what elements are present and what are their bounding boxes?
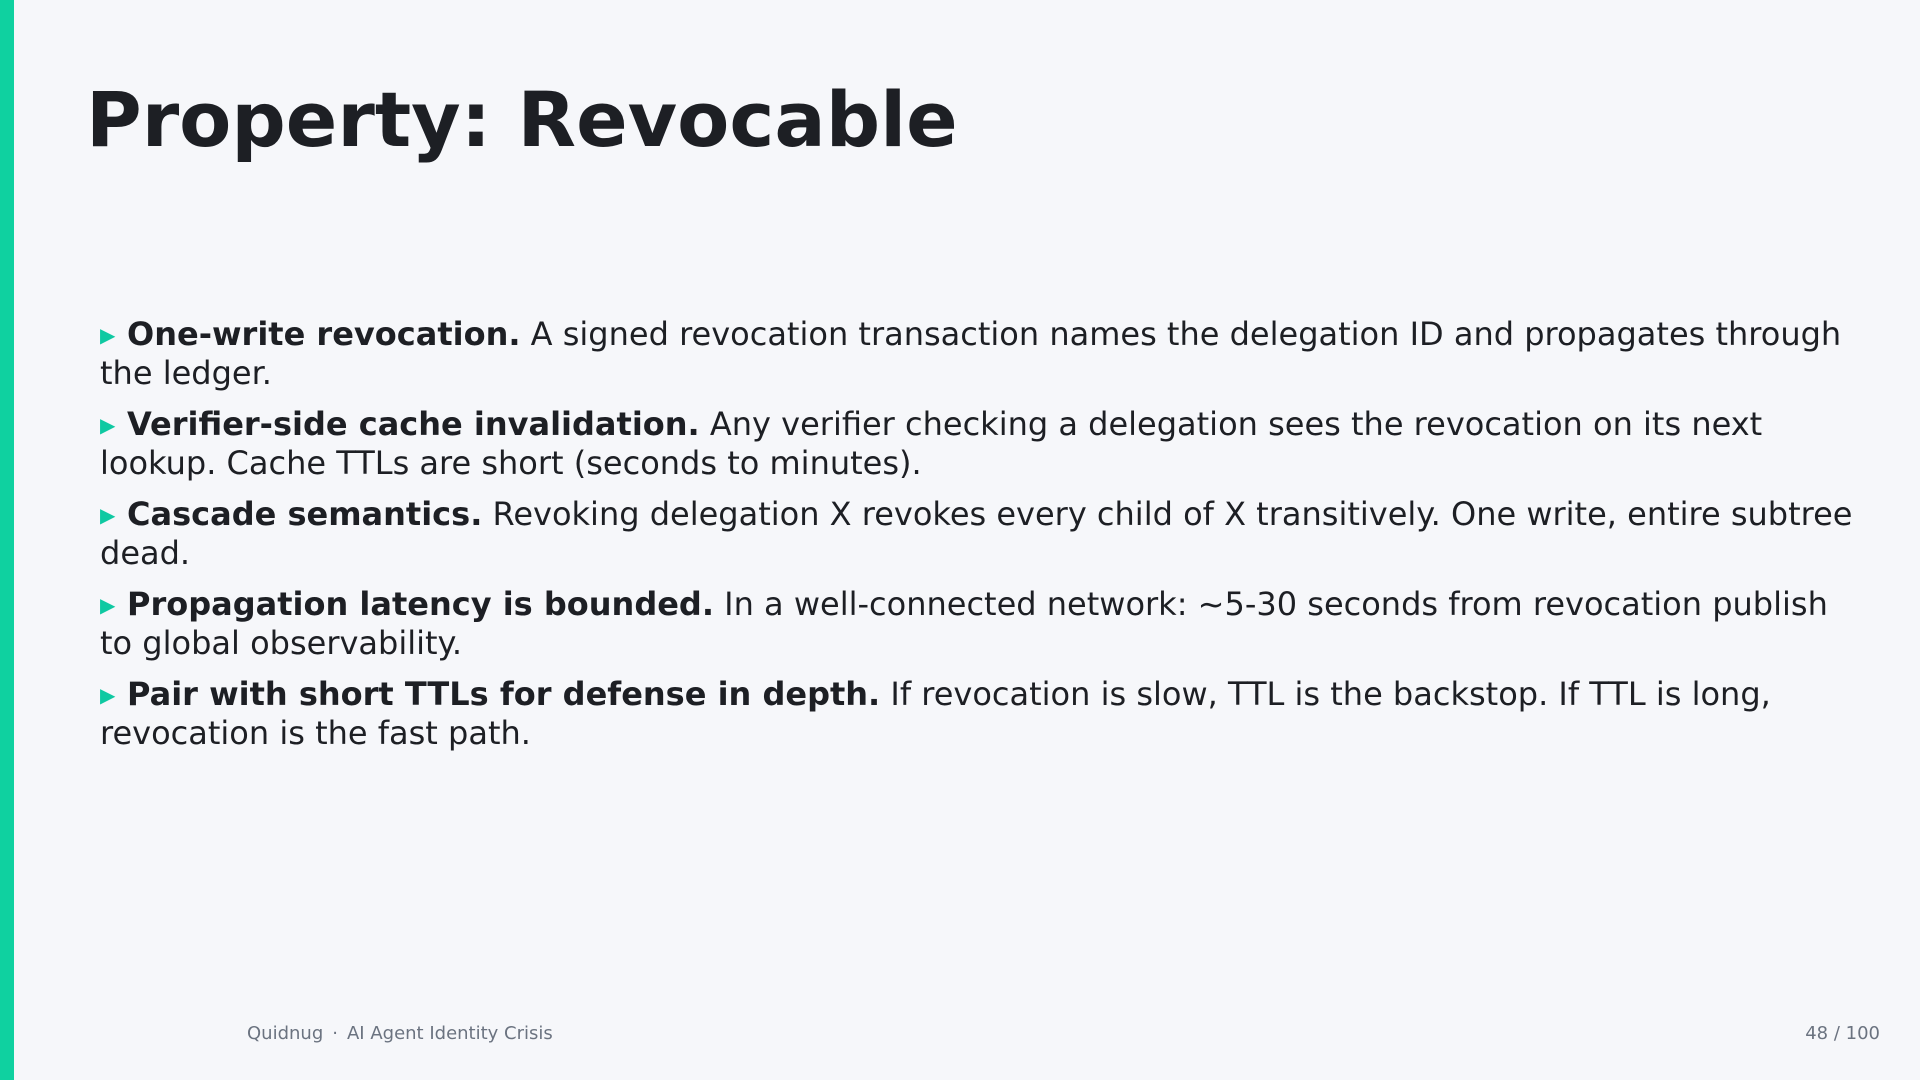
- triangle-right-icon: ▶: [100, 503, 116, 527]
- footer-deck-title: AI Agent Identity Crisis: [346, 1023, 553, 1044]
- accent-bar: [0, 0, 14, 1080]
- bullet-lead: Propagation latency is bounded.: [127, 585, 714, 623]
- bullet-text: If revocation is slow, TTL is the backstop. If TTL is long, revocation is the fast path.: [100, 675, 1771, 752]
- bullet-lead: One-write revocation.: [127, 315, 521, 353]
- bullet-text: In a well-connected network: ~5-30 seconds from revocation publish to global observability.: [100, 585, 1828, 662]
- bullet-lead: Cascade semantics.: [127, 495, 483, 533]
- bullet-text: A signed revocation transaction names the delegation ID and propagates through the ledger.: [100, 315, 1842, 392]
- triangle-right-icon: ▶: [100, 323, 116, 347]
- bullet-item: [100, 495, 1860, 572]
- bullet-item: [100, 315, 1860, 392]
- footer-brand: Quidnug: [247, 1023, 324, 1044]
- page-indicator: 48 / 100: [1805, 1023, 1880, 1044]
- slide-title: Property: Revocable: [86, 75, 958, 164]
- bullet-item: [100, 405, 1860, 482]
- footer-separator: ·: [332, 1023, 338, 1044]
- bullet-text: Any verifier checking a delegation sees the revocation on its next lookup. Cache TTLs are short (seconds to minutes).: [100, 405, 1763, 482]
- bullet-list: [100, 315, 1860, 765]
- triangle-right-icon: ▶: [100, 593, 116, 617]
- bullet-lead: Pair with short TTLs for defense in depth.: [127, 675, 881, 713]
- triangle-right-icon: ▶: [100, 683, 116, 707]
- triangle-right-icon: ▶: [100, 413, 116, 437]
- bullet-text: Revoking delegation X revokes every child of X transitively. One write, entire subtree dead.: [100, 495, 1853, 572]
- bullet-item: [100, 585, 1860, 662]
- bullet-item: [100, 675, 1860, 752]
- bullet-lead: Verifier-side cache invalidation.: [127, 405, 700, 443]
- footer-left: [247, 1022, 553, 1046]
